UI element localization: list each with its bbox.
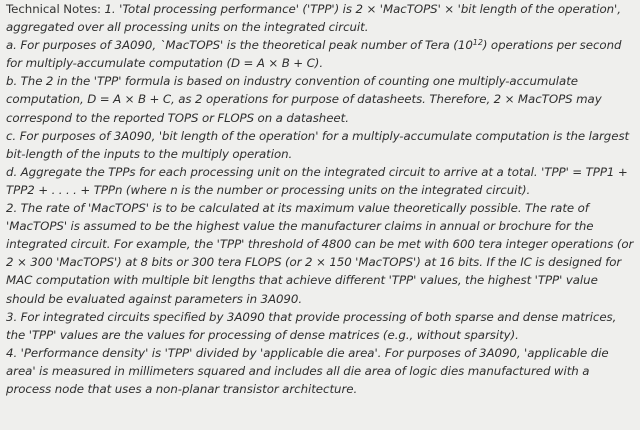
note-1a-paragraph xyxy=(6,36,634,72)
note-1-paragraph xyxy=(6,0,634,36)
note-1c-paragraph: c. For purposes of 3A090, 'bit length of the operation' for a multiply-accumulate computation is the largest bit-length of the inputs to the multiply operation. xyxy=(6,128,630,161)
note-1-text: 1. 'Total processing performance' ('TPP') is 2 × 'MacTOPS' × 'bit length of the operation', aggregated over all processing units on the integrated circuit. xyxy=(6,2,621,35)
note-1b-paragraph: b. The 2 in the 'TPP' formula is based on industry convention of counting one multiply-accumulate computation, D = A × B + C, as 2 operations for purpose of datasheets. Therefore, 2 × MacTOPS may correspond to the reported TOPS or FLOPS on a datasheet. xyxy=(6,74,602,125)
note-4-paragraph: 4. 'Performance density' is 'TPP' divided by 'applicable die area'. For purposes of 3A090, 'applicable die area' is measured in millimeters squared and includes all die area of logic dies manufactured with a process node that uses a non-planar transistor architecture. xyxy=(6,345,609,396)
note-1a-text-start: a. For purposes of 3A090, `MacTOPS' is the theoretical peak number of Tera (10 xyxy=(6,38,473,53)
exponent-superscript: 12 xyxy=(472,38,483,48)
note-2-paragraph: 2. The rate of 'MacTOPS' is to be calculated at its maximum value theoretically possible. The rate of 'MacTOPS' is assumed to be the highest value the manufacturer claims in annual or brochure for the integrated circuit. For example, the 'TPP' threshold of 4800 can be met with 600 tera integer operations (or 2 × 300 'MacTOPS') at 8 bits or 300 tera FLOPS (or 2 × 150 'MacTOPS') at 16 bits. If the IC is designed for MAC computation with multiple bit lengths that achieve different 'TPP' values, the highest 'TPP' value should be evaluated against parameters in 3A090. xyxy=(6,201,634,306)
technical-notes-heading: Technical Notes: xyxy=(6,2,101,16)
note-1a-text-end: ) operations per second for multiply-accumulate computation (D = A × B + C). xyxy=(6,38,622,71)
note-1d-paragraph: d. Aggregate the TPPs for each processing unit on the integrated circuit to arrive at a total. 'TPP' = TPP1 + TPP2 + . . . . + TPPn (where n is the number or processing units on the integrated circuit). xyxy=(6,164,628,197)
note-3-paragraph: 3. For integrated circuits specified by 3A090 that provide processing of both sparse and dense matrices, the 'TPP' values are the values for processing of dense matrices (e.g., without sparsity). xyxy=(6,309,617,342)
